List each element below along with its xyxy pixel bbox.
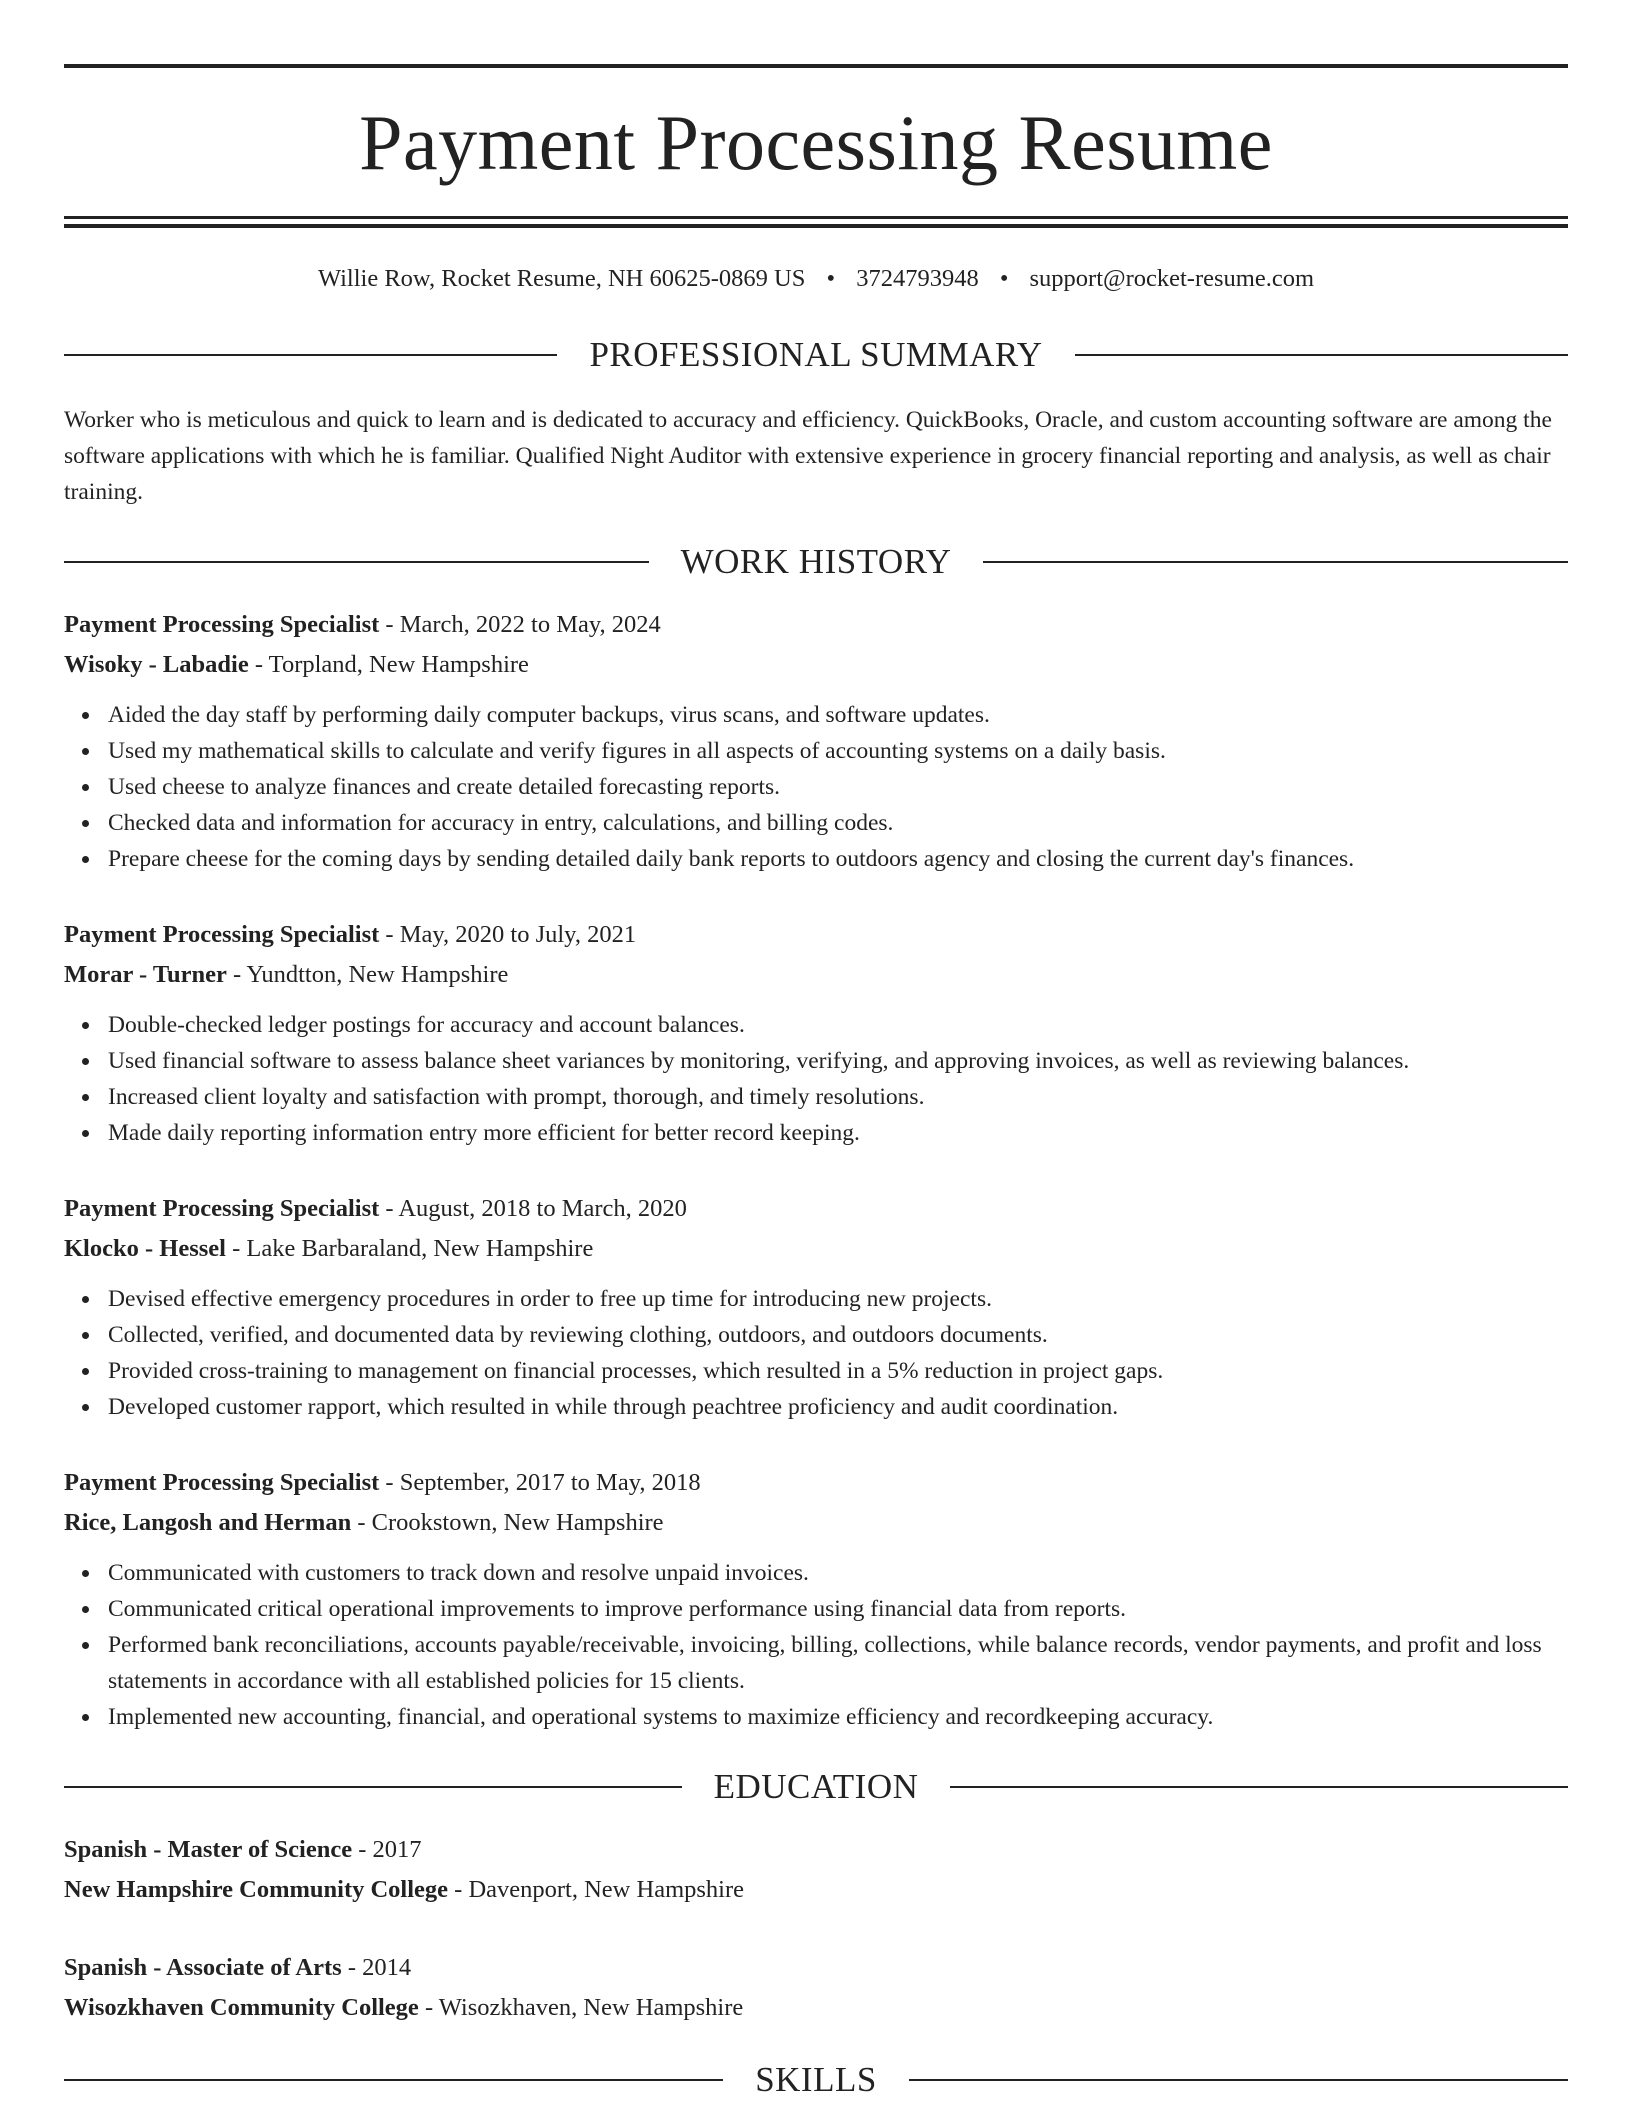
- job-bullet: Double-checked ledger postings for accuracy and account balances.: [108, 1007, 1568, 1043]
- job-company: Morar - Turner: [64, 961, 227, 989]
- job-location: - Lake Barbaraland, New Hampshire: [225, 1235, 594, 1263]
- job-dates: - August, 2018 to March, 2020: [379, 1195, 687, 1223]
- contact-phone: 3724793948: [856, 265, 979, 292]
- job-dates: - September, 2017 to May, 2018: [379, 1469, 701, 1497]
- job-location: - Torpland, New Hampshire: [248, 651, 529, 679]
- heading-rule-right: [950, 1786, 1568, 1788]
- heading-rule-right: [909, 2079, 1568, 2081]
- job-entry: [64, 605, 1568, 877]
- job-location: - Yundtton, New Hampshire: [226, 961, 509, 989]
- education-year: - 2017: [352, 1836, 422, 1864]
- education-entry: [64, 1830, 1568, 1910]
- contact-address: Willie Row, Rocket Resume, NH 60625-0869 US: [317, 265, 806, 292]
- job-bullets: [64, 1007, 1568, 1151]
- job-entry: [64, 1463, 1568, 1735]
- job-company-line: [64, 1229, 1568, 1269]
- job-role: Payment Processing Specialist: [64, 1195, 380, 1223]
- job-company-line: [64, 645, 1568, 685]
- job-role-line: [64, 605, 1568, 645]
- job-location: - Crookstown, New Hampshire: [351, 1509, 664, 1537]
- job-bullet: Implemented new accounting, financial, and operational systems to maximize efficiency and recordkeeping accuracy.: [108, 1699, 1568, 1735]
- section-heading-education: [64, 1767, 1568, 1807]
- job-bullets: [64, 1281, 1568, 1425]
- heading-rule-left: [64, 2079, 723, 2081]
- job-dates: - May, 2020 to July, 2021: [379, 921, 637, 949]
- job-bullet: Aided the day staff by performing daily computer backups, virus scans, and software updates.: [108, 697, 1568, 733]
- section-heading-work: [64, 542, 1568, 582]
- heading-rule-right: [983, 561, 1568, 563]
- job-company-line: [64, 955, 1568, 995]
- top-rule: [64, 64, 1568, 68]
- resume-title: Payment Processing Resume: [359, 99, 1273, 186]
- section-heading-summary: [64, 335, 1568, 375]
- job-bullet: Developed customer rapport, which resulted in while through peachtree proficiency and audit coordination.: [108, 1389, 1568, 1425]
- job-bullets: [64, 697, 1568, 877]
- job-role: Payment Processing Specialist: [64, 1469, 380, 1497]
- section-heading-skills: [64, 2060, 1568, 2100]
- contact-separator: •: [999, 265, 1009, 292]
- education-school-line: [64, 1870, 1568, 1910]
- job-bullet: Communicated with customers to track down and resolve unpaid invoices.: [108, 1555, 1568, 1591]
- job-role-line: [64, 915, 1568, 955]
- section-title: WORK HISTORY: [680, 542, 952, 582]
- job-role-line: [64, 1463, 1568, 1503]
- section-title: SKILLS: [755, 2060, 877, 2100]
- job-bullet: Increased client loyalty and satisfaction with prompt, thorough, and timely resolutions.: [108, 1079, 1568, 1115]
- job-bullet: Used my mathematical skills to calculate and verify figures in all aspects of accounting systems on a daily basis.: [108, 733, 1568, 769]
- education-location: - Wisozkhaven, New Hampshire: [418, 1994, 744, 2022]
- education-school: Wisozkhaven Community College: [64, 1994, 419, 2022]
- job-role: Payment Processing Specialist: [64, 921, 380, 949]
- job-company: Wisoky - Labadie: [64, 651, 249, 679]
- job-bullet: Used financial software to assess balance sheet variances by monitoring, verifying, and approving invoices, as well as reviewing balances.: [108, 1043, 1568, 1079]
- education-degree-line: [64, 1948, 1568, 1988]
- job-role-line: [64, 1189, 1568, 1229]
- heading-rule-left: [64, 561, 649, 563]
- job-bullet: Used cheese to analyze finances and create detailed forecasting reports.: [108, 769, 1568, 805]
- job-bullet: Performed bank reconciliations, accounts payable/receivable, invoicing, billing, collections, while balance records, vendor payments, and profit and loss statements in accordance with all established policies for 15 clients.: [108, 1627, 1568, 1699]
- education-year: - 2014: [341, 1954, 412, 1982]
- heading-rule-left: [64, 1786, 682, 1788]
- education-school-line: [64, 1988, 1568, 2028]
- heading-rule-right: [1075, 354, 1568, 356]
- job-bullet: Checked data and information for accuracy in entry, calculations, and billing codes.: [108, 805, 1568, 841]
- job-bullet: Collected, verified, and documented data by reviewing clothing, outdoors, and outdoors documents.: [108, 1317, 1568, 1353]
- summary-text: Worker who is meticulous and quick to learn and is dedicated to accuracy and efficiency. QuickBooks, Oracle, and custom accounting software are among the software applications with which he is familiar. Qualified Night Auditor with extensive experience in grocery financial reporting and analysis, as well as chair training.: [64, 407, 1552, 506]
- job-entry: [64, 1189, 1568, 1425]
- contact-email: support@rocket-resume.com: [1029, 265, 1315, 292]
- job-bullet: Prepare cheese for the coming days by sending detailed daily bank reports to outdoors agency and closing the current day's finances.: [108, 841, 1568, 877]
- job-role: Payment Processing Specialist: [64, 611, 380, 639]
- job-bullet: Communicated critical operational improvements to improve performance using financial data from reports.: [108, 1591, 1568, 1627]
- education-degree: Spanish - Associate of Arts: [64, 1954, 342, 1982]
- job-entry: [64, 915, 1568, 1151]
- job-dates: - March, 2022 to May, 2024: [379, 611, 661, 639]
- job-company: Klocko - Hessel: [64, 1235, 226, 1263]
- education-location: - Davenport, New Hampshire: [448, 1876, 744, 1904]
- education-entry: [64, 1948, 1568, 2028]
- heading-rule-left: [64, 354, 557, 356]
- job-bullets: [64, 1555, 1568, 1735]
- education-school: New Hampshire Community College: [64, 1876, 449, 1904]
- contact-separator: •: [826, 265, 836, 292]
- education-degree-line: [64, 1830, 1568, 1870]
- job-bullet: Devised effective emergency procedures in order to free up time for introducing new projects.: [108, 1281, 1568, 1317]
- job-bullet: Provided cross-training to management on financial processes, which resulted in a 5% reduction in project gaps.: [108, 1353, 1568, 1389]
- education-degree: Spanish - Master of Science: [64, 1836, 353, 1864]
- section-title: EDUCATION: [713, 1767, 919, 1807]
- contact-line: [64, 264, 1568, 293]
- section-title: PROFESSIONAL SUMMARY: [589, 335, 1043, 375]
- job-bullet: Made daily reporting information entry more efficient for better record keeping.: [108, 1115, 1568, 1151]
- title-double-rule: [64, 216, 1568, 228]
- job-company-line: [64, 1503, 1568, 1543]
- job-company: Rice, Langosh and Herman: [64, 1509, 352, 1537]
